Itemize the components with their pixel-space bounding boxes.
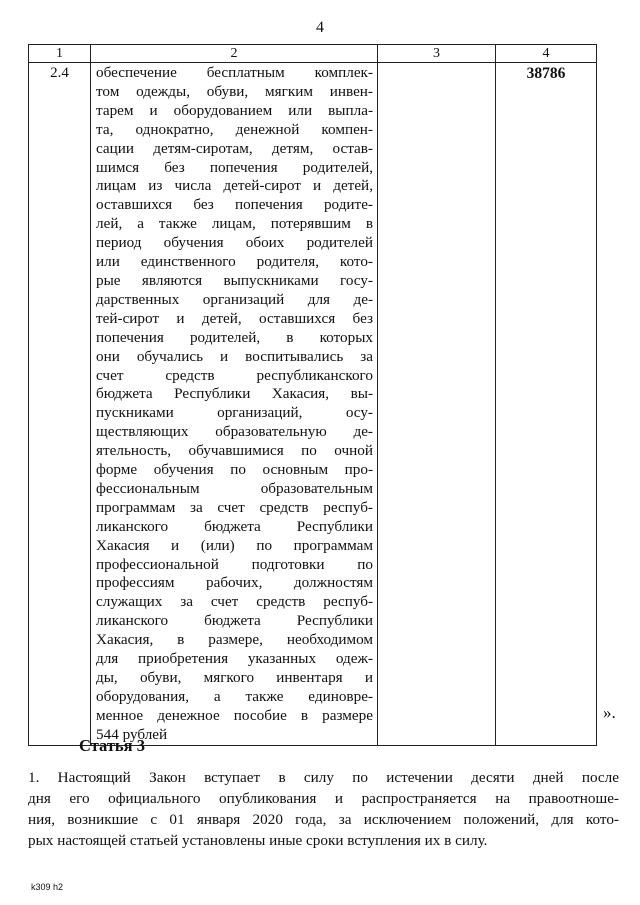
text-line: тей-сирот и детей, оставшихся без: [96, 309, 373, 327]
page-number: 4: [316, 19, 324, 36]
column-header-1: 1: [29, 45, 91, 63]
text-line: фессиональным образовательным: [96, 479, 373, 497]
text-line: оборудования, а также единовре-: [96, 687, 373, 705]
text-line: Хакасия и (или) по программам: [96, 536, 373, 554]
text-line: лицам из числа детей-сирот и детей,: [96, 177, 373, 195]
text-line: тарем и оборудованием или выпла-: [96, 101, 373, 119]
closing-quote: ».: [603, 703, 616, 722]
allocation-table: [28, 44, 597, 746]
table-header-row: [29, 45, 597, 63]
text-line: для приобретения указанных одеж-: [96, 650, 373, 668]
text-line: оставшихся без попечения родите-: [96, 196, 373, 214]
text-line: том одежды, обуви, мягким инвен-: [96, 82, 373, 100]
text-line: Хакасия, в размере, необходимом: [96, 631, 373, 649]
text-line: ликанского бюджета Республики: [96, 612, 373, 630]
text-line: форме обучения по основным про-: [96, 461, 373, 479]
text-line: профессиям рабочих, должностям: [96, 574, 373, 592]
row-amount: 38786: [496, 63, 597, 746]
row-col3: [378, 63, 496, 746]
text-line: бюджета Республики Хакасия, вы-: [96, 385, 373, 403]
text-line: период обучения обоих родителей: [96, 234, 373, 252]
text-line: счет средств республиканского: [96, 366, 373, 384]
column-header-3: 3: [378, 45, 496, 63]
text-line: дарственных организаций для де-: [96, 290, 373, 308]
text-line: ществляющих образовательную де-: [96, 423, 373, 441]
text-line: ятельность, обучавшимися по очной: [96, 442, 373, 460]
text-line: менное денежное пособие в размере: [96, 706, 373, 724]
text-line: служащих за счет средств респуб-: [96, 593, 373, 611]
text-line: 544 рублей: [96, 725, 168, 743]
text-line: ды, обуви, мягкого инвентаря и: [96, 669, 373, 686]
text-line: ликанского бюджета Республики: [96, 517, 373, 535]
column-header-4: 4: [496, 45, 597, 63]
text-line: профессиональной подготовки по: [96, 555, 373, 573]
article-paragraph: [28, 767, 619, 851]
text-line: пускниками организаций, осу-: [96, 404, 373, 422]
text-line: дня его официального опубликования и распространяется на правоотноше-: [28, 790, 619, 807]
text-line: рых настоящей статьей установлены иные сроки вступления их в силу.: [28, 832, 488, 849]
column-header-2: 2: [91, 45, 378, 63]
row-description: [91, 63, 378, 746]
text-line: рые являются выпускниками госу-: [96, 271, 373, 289]
text-line: они обучались и воспитывались за: [96, 347, 373, 365]
text-line: лей, а также лицам, потерявшим в: [96, 215, 373, 233]
row-number: 2.4: [29, 63, 91, 746]
footer-code: k309 h2: [31, 882, 64, 892]
text-line: шимся без попечения родителей,: [96, 158, 373, 176]
text-line: та, однократно, денежной компен-: [96, 120, 373, 138]
text-line: обеспечение бесплатным комплек-: [96, 64, 373, 81]
text-line: ния, возникшие с 01 января 2020 года, за исключением положений, для кото-: [28, 811, 619, 828]
text-line: или единственного родителя, кото-: [96, 253, 373, 271]
text-line: попечения родителей, в которых: [96, 328, 373, 346]
text-line: программам за счет средств респуб-: [96, 498, 373, 516]
text-line: сации детям-сиротам, детям, остав-: [96, 139, 373, 157]
article-title: Статья 3: [79, 736, 145, 755]
table-row: [29, 63, 597, 746]
text-line: 1. Настоящий Закон вступает в силу по истечении десяти дней после: [28, 769, 619, 786]
